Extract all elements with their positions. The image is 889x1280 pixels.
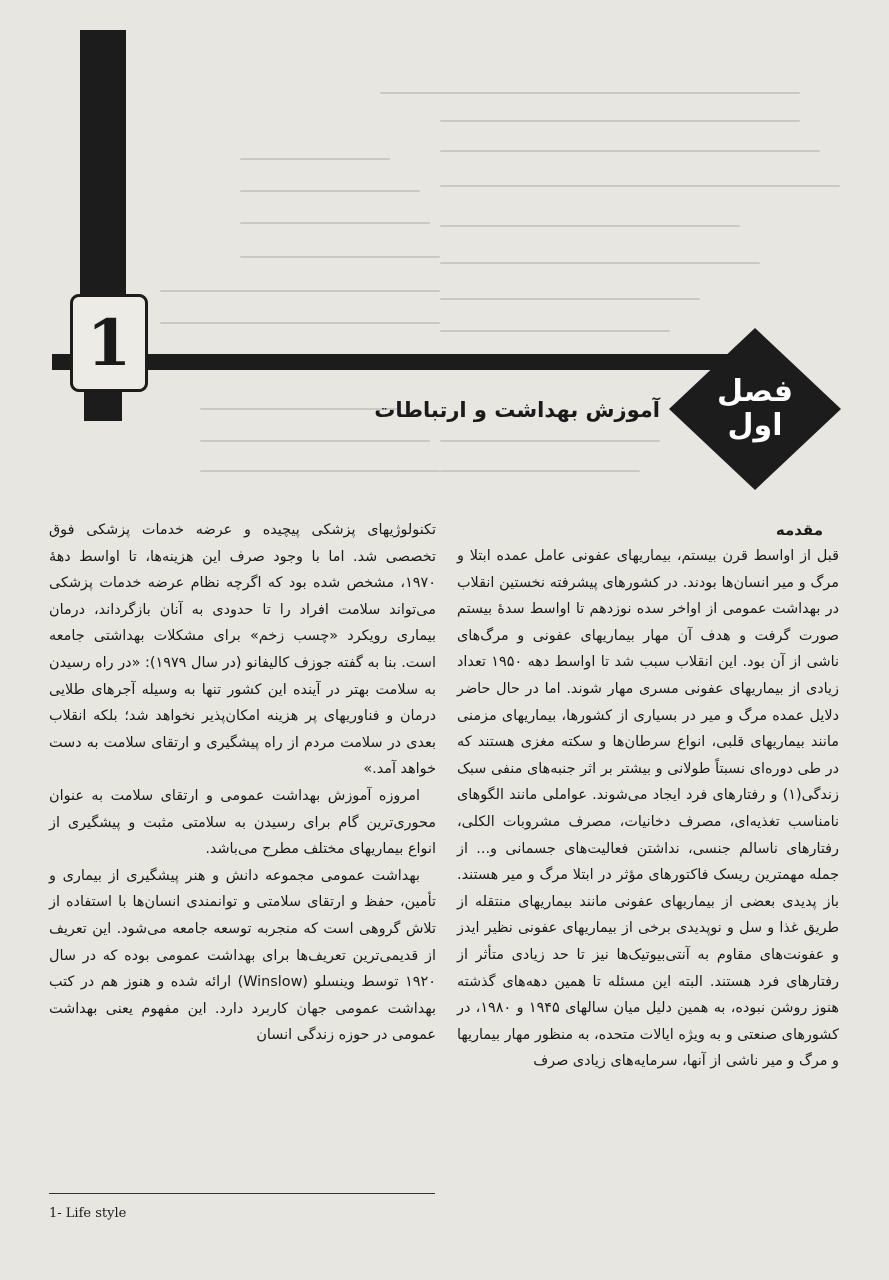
- paragraph: بهداشت عمومی مجموعه دانش و هنر پیشگیری از بیماری و تأمین، حفظ و ارتقای سلامتی و توانمندی انسان‌ها با استفاده از تلاش گروهی است که منجربه توسعه جامعه می‌شود. این تعریف از قدیمی‌ترین تعریف‌ها برای بهداشت عمومی بوده که در سال ۱۹۲۰ توسط وینسلو (Winslow) ارائه شده و هنوز هم در کتب بهداشت عمومی جهان کاربرد دارد. این مفهوم یعنی بهداشت عمومی در حوزه زندگی انسان: [49, 867, 436, 1044]
- chapter-title: آموزش بهداشت و ارتباطات: [374, 398, 660, 422]
- paragraph: امروزه آموزش بهداشت عمومی و ارتقای سلامت به عنوان محوری‌ترین گام برای رسیدن به سلامتی مثبت و پیشگیری از انواع بیماریهای مختلف مطرح می‌باشد.: [49, 787, 436, 858]
- chapter-frame-vertical-bar: [80, 30, 126, 300]
- text-column-left: [49, 517, 436, 1049]
- footnote-divider: [49, 1193, 435, 1194]
- chapter-label-word: فصل: [717, 373, 793, 409]
- chapter-label: [700, 362, 810, 456]
- paragraph: تکنولوژیهای پزشکی پیچیده و عرضه خدمات پزشکی فوق تخصصی شد. اما با وجود صرف این هزینه‌ها، تا اواسط دههٔ ۱۹۷۰، مشخص شده بود که اگرچه نظام عرضه خدمات پزشکی می‌تواند سلامت افراد را تا حدودی به آنان بازگرداند، درمان بیماری رویکرد «چسب زخم» برای مشکلات بهداشتی جامعه است. بنا به گفته جوزف کالیفانو (در سال ۱۹۷۹): «در راه رسیدن به سلامت بهتر در آینده این کشور تنها به وسیله آجرهای طلایی درمان و فناوریهای پر هزینه امکان‌پذیر نخواهد شد؛ بلکه انقلاب بعدی در سلامت مردم از راه پیشگیری و ارتقای سلامت به دست خواهد آمد.»: [49, 522, 436, 778]
- text-column-right: [457, 517, 839, 1075]
- paragraph: قبل از اواسط قرن بیستم، بیماریهای عفونی عامل عمده ابتلا و مرگ و میر انسان‌ها بودند. در کشورهای پیشرفته نخستین انقلاب در بهداشت عمومی از اواخر سده نوزدهم تا اواسط سدهٔ بیستم صورت گرفت و هدف آن مهار بیماریهای عفونی و مرگ‌های ناشی از آن بود. این انقلاب سبب شد تا اواسط دهه ۱۹۵۰ تعداد زیادی از بیماریهای عفونی مسری مهار شوند. اما در حال حاضر دلایل عمده مرگ و میر در بسیاری از کشورها، بیماریهای مزمنی مانند بیماریهای قلبی، انواع سرطان‌ها و سکته مغزی هستند که در طی دوره‌ای نسبتاً طولانی و بیشتر بر اثر جنبه‌های منفی سبک زندگی(۱) و رفتارهای فرد ایجاد می‌شوند. عواملی مانند الگوهای نامناسب تغذیه‌ای، مصرف دخانیات، مصرف مشروبات الکلی، رفتارهای ناسالم جنسی، نداشتن فعالیت‌های جسمانی و... از جمله مهمترین ریسک فاکتورهای مؤثر در ابتلا مرگ و میر هستند. باز پدیدی بعضی از بیماریهای عفونی مانند بیماریهای منتقله از طریق غذا و سل و نوپدیدی برخی از بیماریهای عفونی نظیر ایدز و عفونت‌های مقاوم به آنتی‌بیوتیک‌ها نیز تا حد زیادی متأثر از رفتارهای فرد هستند. البته این مسئله تا همین دهه‌های گذشته هنوز روشن نبوده، به همین دلیل میان سالهای ۱۹۴۵ و ۱۹۸۰، در کشورهای صنعتی و به ویژه ایالات متحده، به منظور مهار بیماریها و مرگ و میر ناشی از آنها، سرمایه‌های زیادی صرف: [457, 548, 840, 1070]
- chapter-number: 1: [70, 294, 148, 392]
- footnote: 1- Life style: [49, 1206, 127, 1221]
- chapter-label-ordinal: اول: [727, 408, 783, 443]
- section-heading: مقدمه: [775, 521, 823, 539]
